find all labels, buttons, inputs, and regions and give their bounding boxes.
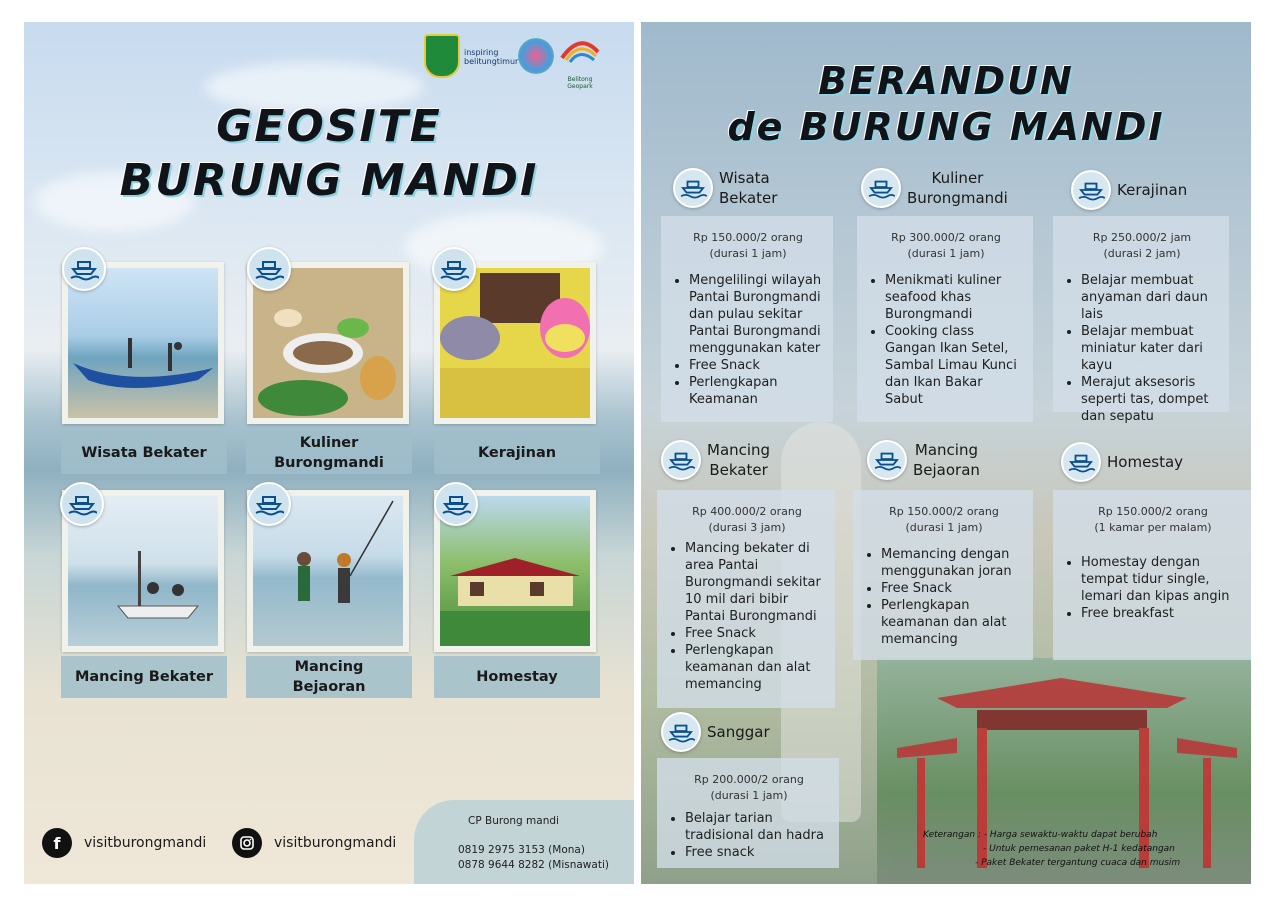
tile-label-text: Wisata Bekater bbox=[81, 445, 207, 461]
boat-badge-icon bbox=[1071, 170, 1111, 210]
boat-badge-icon bbox=[673, 168, 713, 208]
card-title-text: Bejaoran bbox=[913, 461, 980, 479]
card-list bbox=[673, 272, 823, 408]
card-list bbox=[1065, 272, 1219, 425]
facebook-text: visitburongmandi bbox=[84, 835, 207, 851]
card-kuliner bbox=[857, 216, 1033, 422]
card-head-mancing-bekater bbox=[661, 440, 770, 480]
card-list bbox=[669, 540, 825, 693]
card-mancing-bekater bbox=[657, 490, 835, 708]
tile-label bbox=[434, 656, 600, 698]
card-duration: (durasi 1 jam) bbox=[710, 789, 788, 802]
tile-label-text: Bejaoran bbox=[292, 679, 366, 695]
title-line: GEOSITE bbox=[216, 101, 442, 152]
boat-badge-icon bbox=[1061, 442, 1101, 482]
card-head-kerajinan bbox=[1071, 170, 1187, 210]
tile-label-text: Burongmandi bbox=[274, 455, 384, 471]
card-head-sanggar bbox=[661, 712, 770, 752]
contact-phone[interactable]: 0819 2975 3153 (Mona) bbox=[458, 844, 585, 856]
notes-label: Keterangan : bbox=[923, 830, 981, 840]
card-price: Rp 300.000/2 orang bbox=[891, 231, 1001, 244]
list-item: • Homestay dengan tempat tidur single, lemari dan kipas angin bbox=[1081, 554, 1241, 605]
list-item: • Merajut aksesoris seperti tas, dompet dan sepatu bbox=[1081, 374, 1219, 425]
contact-phone[interactable]: 0878 9644 8282 (Misnawati) bbox=[458, 859, 609, 871]
list-item: • Perlengkapan keamanan dan alat memancing bbox=[881, 597, 1023, 648]
card-list bbox=[865, 546, 1023, 648]
card-title-text: Homestay bbox=[1107, 453, 1184, 471]
list-item: • Mancing bekater di area Pantai Burongmandi sekitar 10 mil dari bibir Pantai Burongmandi bbox=[685, 540, 825, 625]
note-item: - Untuk pemesanan paket H-1 kedatangan bbox=[983, 844, 1175, 854]
list-item: • Free breakfast bbox=[1081, 605, 1241, 622]
title-line: de BURUNG MANDI bbox=[727, 105, 1165, 149]
card-title-text: Wisata bbox=[719, 169, 770, 187]
list-item: • Free snack bbox=[685, 844, 829, 861]
card-price: Rp 150.000/2 orang bbox=[889, 505, 999, 518]
note-item: - Harga sewaktu-waktu dapat berubah bbox=[983, 830, 1158, 840]
food-photo bbox=[253, 268, 403, 418]
tile-label-text: Kuliner bbox=[299, 435, 359, 451]
facebook-handle[interactable] bbox=[42, 828, 206, 858]
inspiring-belitungtimur-logo bbox=[464, 48, 522, 66]
card-duration: (1 kamar per malam) bbox=[1094, 521, 1212, 534]
card-head-mancing-bejaoran bbox=[867, 440, 980, 480]
instagram-icon bbox=[232, 828, 262, 858]
list-item: • Perlengkapan Keamanan bbox=[689, 374, 823, 408]
craft-photo bbox=[440, 268, 590, 418]
boat-badge-icon bbox=[661, 712, 701, 752]
boat-badge-icon bbox=[861, 168, 901, 208]
list-item: • Free Snack bbox=[881, 580, 1023, 597]
instagram-handle[interactable] bbox=[232, 828, 396, 858]
logo-text: inspiring belitungtimur bbox=[464, 48, 519, 66]
card-head-wisata-bekater bbox=[673, 168, 777, 208]
page-title bbox=[24, 100, 634, 208]
card-list bbox=[1065, 554, 1241, 622]
tile-label-text: Homestay bbox=[476, 669, 558, 685]
card-mancing-bejaoran bbox=[853, 490, 1033, 660]
boat-badge-icon bbox=[434, 482, 478, 526]
tile-label-text: Kerajinan bbox=[477, 445, 557, 461]
boat-badge-icon bbox=[432, 247, 476, 291]
left-page bbox=[24, 22, 634, 884]
boat-badge-icon bbox=[661, 440, 701, 480]
card-title-text: Sanggar bbox=[707, 723, 770, 741]
card-wisata-bekater bbox=[661, 216, 833, 422]
card-homestay bbox=[1053, 490, 1251, 660]
card-head-kuliner bbox=[861, 168, 1008, 208]
tile-label bbox=[434, 432, 600, 474]
notes-box bbox=[923, 828, 1180, 870]
card-head-homestay bbox=[1061, 442, 1183, 482]
contact-title: CP Burong mandi bbox=[468, 815, 559, 827]
belitong-geopark-logo bbox=[558, 32, 602, 90]
instagram-text: visitburongmandi bbox=[274, 835, 397, 851]
boat-badge-icon bbox=[62, 247, 106, 291]
card-list bbox=[869, 272, 1023, 408]
card-duration: (durasi 1 jam) bbox=[907, 247, 985, 260]
tile-label bbox=[246, 656, 412, 698]
list-item: • Free Snack bbox=[689, 357, 823, 374]
title-line: BURUNG MANDI bbox=[119, 155, 539, 206]
right-page bbox=[641, 22, 1251, 884]
card-title-text: Mancing bbox=[914, 441, 978, 459]
card-list bbox=[669, 810, 829, 861]
tile-label-text: Mancing bbox=[294, 659, 364, 675]
card-sanggar bbox=[657, 758, 839, 868]
boat-photo bbox=[68, 268, 218, 418]
contact-box bbox=[414, 800, 634, 884]
card-price: Rp 150.000/2 orang bbox=[693, 231, 803, 244]
card-title-text: Burongmandi bbox=[907, 189, 1008, 207]
card-duration: (durasi 1 jam) bbox=[709, 247, 787, 260]
card-price: Rp 200.000/2 orang bbox=[694, 773, 804, 786]
card-title-text: Mancing bbox=[707, 441, 771, 459]
list-item: • Memancing dengan menggunakan joran bbox=[881, 546, 1023, 580]
list-item: • Menikmati kuliner seafood khas Burongmandi bbox=[885, 272, 1023, 323]
card-price: Rp 400.000/2 orang bbox=[692, 505, 802, 518]
card-price: Rp 150.000/2 orang bbox=[1098, 505, 1208, 518]
list-item: • Cooking class Gangan Ikan Setel, Sambal Limau Kunci dan Ikan Bakar Sabut bbox=[885, 323, 1023, 408]
tile-label bbox=[246, 432, 412, 474]
list-item: • Belajar membuat anyaman dari daun lais bbox=[1081, 272, 1219, 323]
card-title-text: Bekater bbox=[719, 189, 778, 207]
list-item: • Belajar membuat miniatur kater dari kayu bbox=[1081, 323, 1219, 374]
list-item: • Belajar tarian tradisional dan hadra bbox=[685, 810, 829, 844]
note-item: - Paket Bekater tergantung cuaca dan musim bbox=[975, 858, 1181, 868]
boat-badge-icon bbox=[867, 440, 907, 480]
regency-emblem-logo bbox=[424, 34, 460, 78]
list-item: • Mengelilingi wilayah Pantai Burongmandi dan pulau sekitar Pantai Burongmandi menggunakan kater bbox=[689, 272, 823, 357]
tile-label bbox=[61, 432, 227, 474]
boat-badge-icon bbox=[247, 247, 291, 291]
tile-label-text: Mancing Bekater bbox=[74, 669, 214, 685]
card-kerajinan bbox=[1053, 216, 1229, 424]
boat-badge-icon bbox=[247, 482, 291, 526]
facebook-icon: f bbox=[42, 828, 72, 858]
card-duration: (durasi 2 jam) bbox=[1103, 247, 1181, 260]
card-title-text: Kuliner bbox=[931, 169, 984, 187]
tile-label bbox=[61, 656, 227, 698]
logo-text: Belitong Geopark bbox=[567, 76, 593, 90]
card-title-text: Kerajinan bbox=[1117, 181, 1188, 199]
card-title-text: Bekater bbox=[709, 461, 768, 479]
list-item: • Perlengkapan keamanan dan alat memancing bbox=[685, 642, 825, 693]
card-duration: (durasi 1 jam) bbox=[905, 521, 983, 534]
title-line: BERANDUN bbox=[818, 59, 1074, 103]
card-price: Rp 250.000/2 jam bbox=[1092, 231, 1192, 244]
colorful-logo bbox=[518, 38, 554, 74]
boat-badge-icon bbox=[60, 482, 104, 526]
list-item: • Free Snack bbox=[685, 625, 825, 642]
page-title bbox=[641, 58, 1251, 150]
card-duration: (durasi 3 jam) bbox=[708, 521, 786, 534]
